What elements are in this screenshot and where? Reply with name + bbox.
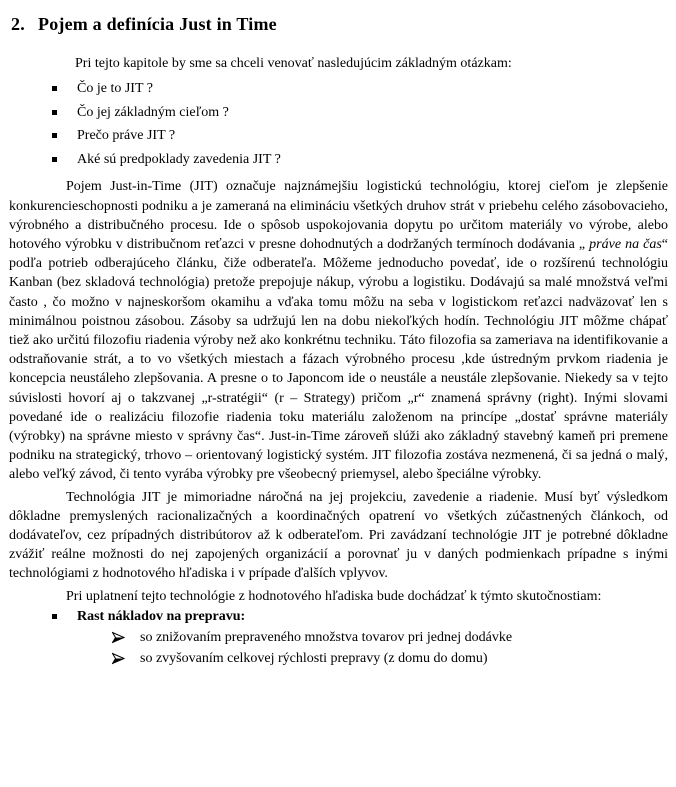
sub-list-item-label: so znižovaním prepraveného množstva tovarov pri jednej dodávke bbox=[140, 629, 513, 645]
paragraph-jit-demands: Technológia JIT je mimoriadne náročná na jej projekciu, zavedenie a riadenie. Musí byť výsledkom dôkladne premyslených racionalizačných a koordinačných opatrení vo všetkých zúčastnených článkoch, od dodávateľov, cez prípadných distribútorov až k odberateľom. Pri zavádzaní technológie JIT je potrebné dôkladne zvážiť reálne možnosti do nej zapojených organizácií a porovnať ju v daných podmienkach prípadne s inými technológiami z hodnotového hľadiska i v prípade ďalších vplyvov. bbox=[9, 489, 668, 582]
sub-list-item-label: so zvyšovaním celkovej rýchlosti prepravy (z domu do domu) bbox=[140, 651, 488, 667]
sub-list-item bbox=[9, 648, 668, 670]
paragraph-value-intro: Pri uplatnení tejto technológie z hodnotového hľadiska bude dochádzať k týmto skutočnostiam: bbox=[66, 588, 602, 604]
list-item bbox=[9, 148, 668, 172]
paragraph-text: “ podľa potrieb odberajúceho článku, čiže odberateľa. Môžeme jednoducho povedať, ide o rozšírenú technológiu Kanban (bez skladová technológia) pretože prepojuje nákup, výrobu a logistiku. Dodávajú sa malé množstvá veľmi často , čo možno v najneskoršom okamihu a vďaka tomu môžu na seba v logistickom reťazci nadväzovať len s minimálnou poistnou zásobou. Zásoby sa udržujú len na dobu niekoľkých hodín. Technológiu JIT môžme chápať tiež ako určitú filozofiu riadenia výroby než ako konkrétnu techniku. Táto filozofia sa zameriava na identifikovanie a odstraňovanie strát, a to vo všetkých miestach a fázach výrobného procesu ,kde ústredným prvkom riadenia je koncepcia neustáleho zlepšovania. A presne o to Japoncom ide o neustále a neustále zlepšovanie. Niekedy sa v tejto súvislosti hovorí aj o takzvanej „r-stratégii“ (r – Strategy) pričom „r“ znamená správny (right). Inými slovami povedané ide o realizáciu filozofie riadenia toku materiálu založenom na princípe „dostať správne materiály (výrobky) na správne miesto v správny čas“. Just-in-Time zároveň slúži ako základný stavebný kameň pri premene podniku na strategický, trhovo – orientovaný logistický systém. JIT filozofia zostáva nezmenená, či sa jedná o malý, alebo veľký závod, či tento vyrába výrobky pre všeobecný priemysel, alebo špeciálne výrobky. bbox=[9, 236, 668, 483]
arrowhead-bullet-icon bbox=[112, 652, 125, 665]
square-bullet-icon bbox=[52, 133, 57, 138]
paragraph-text: Pojem Just-in-Time (JIT) označuje najznámejšiu logistickú technológiu, ktorej cieľom je zlepšenie konkurencieschopnosti podniku a je zameraná na elimináciu všetkých druhov strát v priebehu celého zásobovacieho, výrobného a distribučného procesu. Ide o spôsob uspokojovania dopytu po určitom materiály vo výrobe, alebo hotového výrobku v distribučnom reťazci v presne dohodnutých a dodržaných termínoch dodávania „ bbox=[9, 179, 668, 252]
effects-list bbox=[9, 607, 668, 670]
intro-paragraph: Pri tejto kapitole by sme sa chceli venovať nasledujúcim základným otázkam: bbox=[75, 56, 512, 71]
list-item bbox=[9, 77, 668, 101]
sub-list-item bbox=[9, 627, 668, 649]
list-item bbox=[9, 124, 668, 148]
list-item-label: Prečo práve JIT ? bbox=[77, 128, 176, 144]
effects-heading: Rast nákladov na prepravu: bbox=[77, 608, 246, 624]
paragraph-jit-definition bbox=[9, 177, 668, 484]
list-item bbox=[9, 101, 668, 125]
list-item-label: Aké sú predpoklady zavedenia JIT ? bbox=[77, 151, 281, 167]
section-title-text: Pojem a definícia Just in Time bbox=[38, 14, 277, 34]
question-list bbox=[9, 77, 668, 171]
italic-phrase: práve na čas bbox=[589, 236, 662, 252]
page-title bbox=[11, 12, 668, 36]
section-number: 2. bbox=[11, 14, 25, 34]
square-bullet-icon bbox=[52, 157, 57, 162]
list-item-label: Čo je to JIT ? bbox=[77, 81, 153, 97]
list-item-label: Čo jej základným cieľom ? bbox=[77, 104, 229, 120]
square-bullet-icon bbox=[52, 110, 57, 115]
arrowhead-bullet-icon bbox=[112, 631, 125, 644]
list-item-transport-costs bbox=[9, 607, 668, 627]
square-bullet-icon bbox=[52, 614, 57, 619]
square-bullet-icon bbox=[52, 86, 57, 91]
